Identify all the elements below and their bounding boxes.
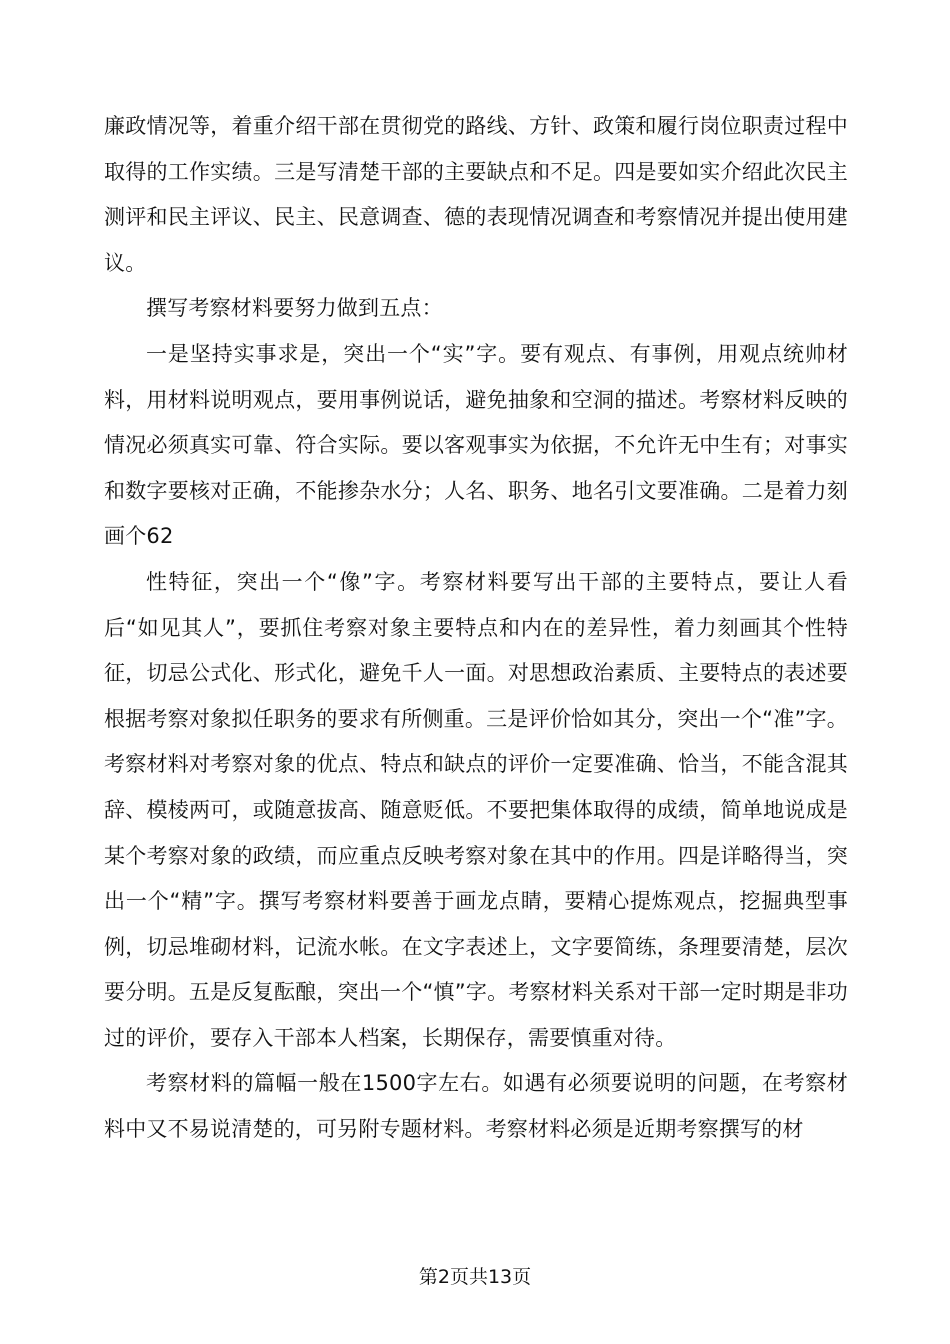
paragraph-points-two-to-five: 性特征，突出一个“像”字。考察材料要写出干部的主要特点，要让人看后“如见其人”，要抓住考察对象主要特点和内在的差异性，着力刻画其个性特征，切忌公式化、形式化，避免千人一面。对思想政治素质、主要特点的表述要根据考察对象拟任职务的要求有所侧重。三是评价恰如其分，突出一个“准”字。考察材料对考察对象的优点、特点和缺点的评价一定要准确、恰当，不能含混其辞、模棱两可，或随意拔高、随意贬低。不要把集体取得的成绩，简单地说成是某个考察对象的政绩，而应重点反映考察对象在其中的作用。四是详略得当，突出一个“精”字。撰写考察材料要善于画龙点睛，要精心提炼观点，挖掘典型事例，切忌堆砌材料，记流水帐。在文字表述上，文字要简练，条理要清楚，层次要分明。五是反复酝酿，突出一个“慎”字。考察材料关系对干部一定时期是非功过的评价，要存入干部本人档案，长期保存，需要慎重对待。 — [104, 569, 848, 1050]
document-body — [104, 104, 848, 1153]
paragraph-continuation: 廉政情况等，着重介绍干部在贯彻党的路线、方针、政策和履行岗位职责过程中取得的工作实绩。三是写清楚干部的主要缺点和不足。四是要如实介绍此次民主测评和民主评议、民主、民意调查、德的表现情况调查和考察情况并提出使用建议。 — [104, 114, 848, 275]
paragraph-length-requirement: 考察材料的篇幅一般在1500字左右。如遇有必须要说明的问题，在考察材料中又不易说清楚的，可另附专题材料。考察材料必须是近期考察撰写的材 — [104, 1071, 848, 1142]
paragraph-point-one: 一是坚持实事求是，突出一个“实”字。要有观点、有事例，用观点统帅材料，用材料说明观点，要用事例说话，避免抽象和空洞的描述。考察材料反映的情况必须真实可靠、符合实际。要以客观事实为依据，不允许无中生有；对事实和数字要核对正确，不能掺杂水分；人名、职务、地名引文要准确。二是着力刻画个62 — [104, 341, 848, 549]
paragraph-five-points-heading: 撰写考察材料要努力做到五点： — [146, 296, 443, 321]
page-number-footer: 第2页共13页 — [418, 1266, 532, 1288]
